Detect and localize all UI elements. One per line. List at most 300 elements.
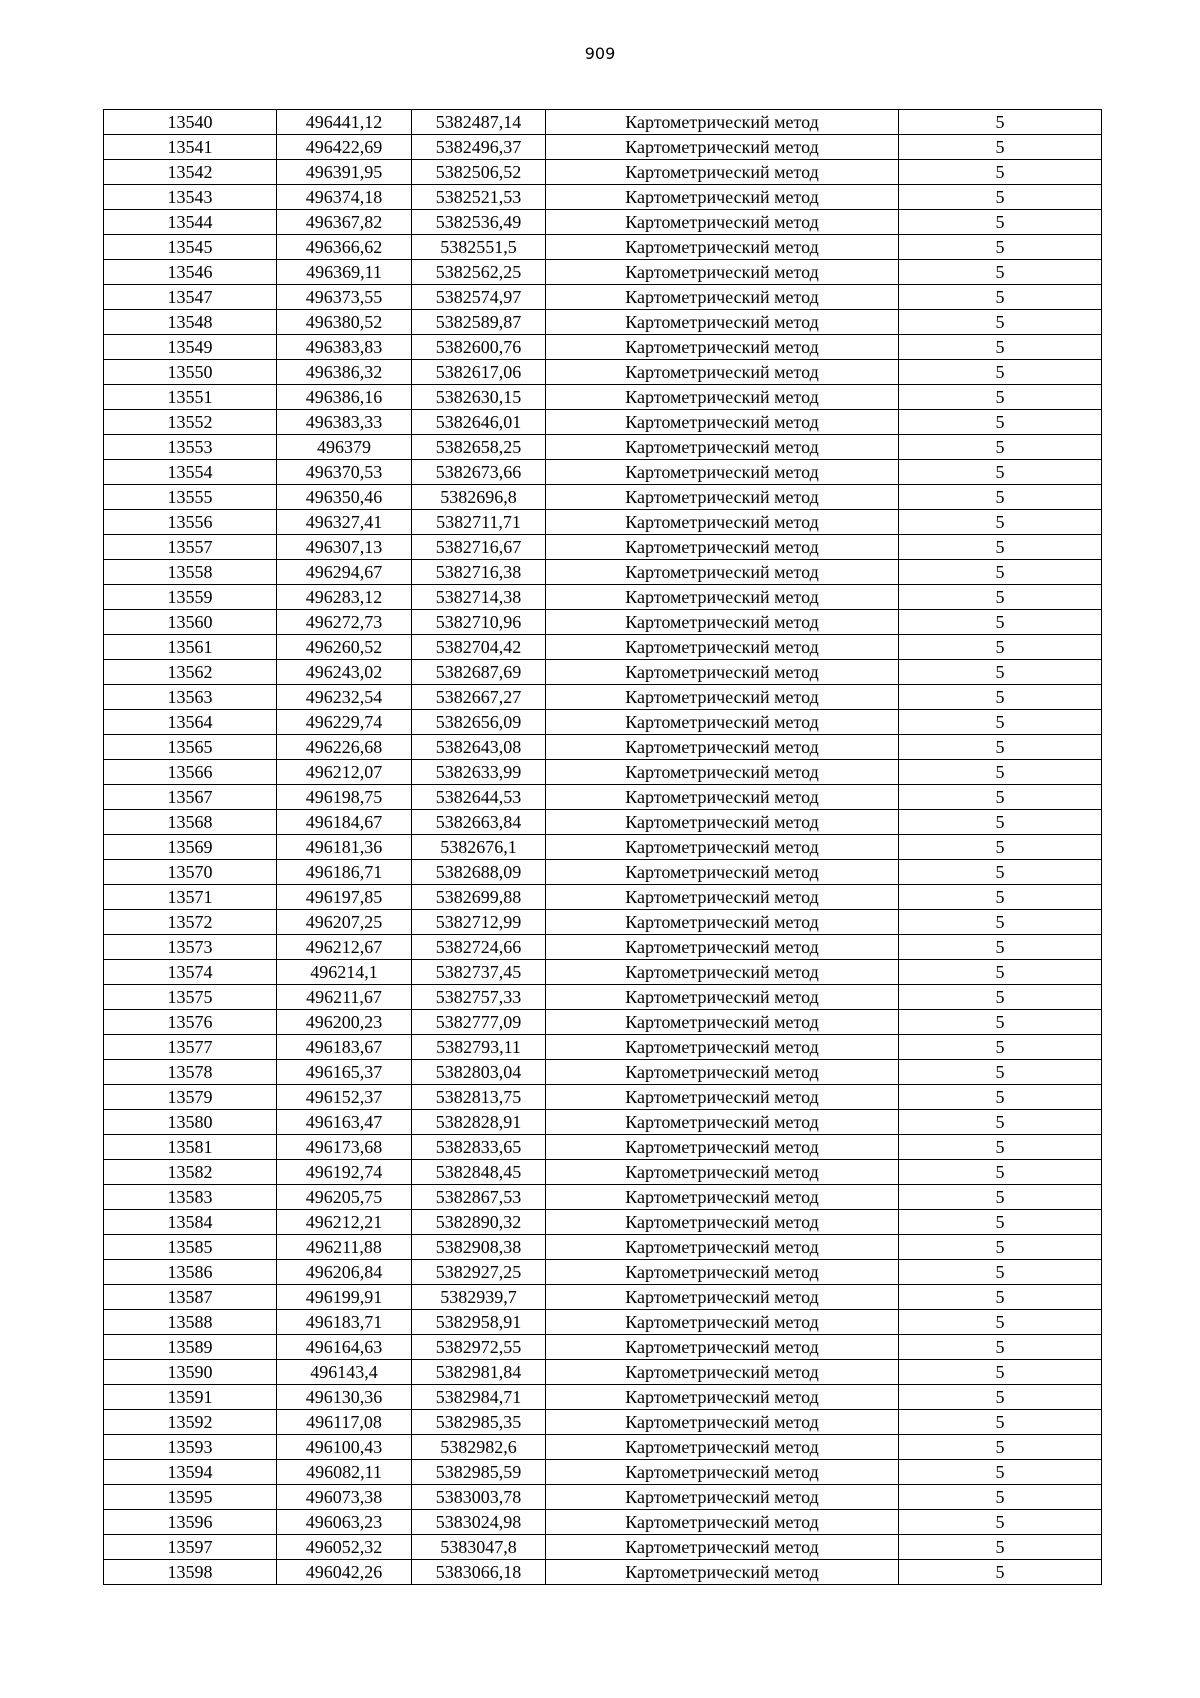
- y-coordinate-cell: 5382984,71: [412, 1385, 546, 1410]
- table-row: [104, 860, 1102, 885]
- y-coordinate-cell: 5382644,53: [412, 785, 546, 810]
- method-cell: Картометрический метод: [546, 1210, 899, 1235]
- accuracy-cell: 5: [899, 1535, 1102, 1560]
- y-coordinate-cell: 5382562,25: [412, 260, 546, 285]
- x-coordinate-cell: 496260,52: [277, 635, 412, 660]
- y-coordinate-cell: 5382867,53: [412, 1185, 546, 1210]
- method-cell: Картометрический метод: [546, 260, 899, 285]
- x-coordinate-cell: 496206,84: [277, 1260, 412, 1285]
- table-row: [104, 460, 1102, 485]
- method-cell: Картометрический метод: [546, 960, 899, 985]
- method-cell: Картометрический метод: [546, 1335, 899, 1360]
- coordinates-table: [103, 109, 1102, 1585]
- table-row: [104, 1210, 1102, 1235]
- method-cell: Картометрический метод: [546, 585, 899, 610]
- accuracy-cell: 5: [899, 1060, 1102, 1085]
- accuracy-cell: 5: [899, 1460, 1102, 1485]
- y-coordinate-cell: 5382600,76: [412, 335, 546, 360]
- point-number-cell: 13584: [104, 1210, 277, 1235]
- x-coordinate-cell: 496391,95: [277, 160, 412, 185]
- table-row: [104, 710, 1102, 735]
- table-row: [104, 985, 1102, 1010]
- accuracy-cell: 5: [899, 410, 1102, 435]
- point-number-cell: 13560: [104, 610, 277, 635]
- method-cell: Картометрический метод: [546, 210, 899, 235]
- method-cell: Картометрический метод: [546, 110, 899, 135]
- accuracy-cell: 5: [899, 560, 1102, 585]
- point-number-cell: 13575: [104, 985, 277, 1010]
- table-row: [104, 1060, 1102, 1085]
- y-coordinate-cell: 5382506,52: [412, 160, 546, 185]
- table-row: [104, 1360, 1102, 1385]
- y-coordinate-cell: 5382714,38: [412, 585, 546, 610]
- point-number-cell: 13554: [104, 460, 277, 485]
- y-coordinate-cell: 5382813,75: [412, 1085, 546, 1110]
- accuracy-cell: 5: [899, 485, 1102, 510]
- x-coordinate-cell: 496374,18: [277, 185, 412, 210]
- table-row: [104, 660, 1102, 685]
- point-number-cell: 13557: [104, 535, 277, 560]
- accuracy-cell: 5: [899, 960, 1102, 985]
- table-row: [104, 1560, 1102, 1585]
- table-row: [104, 335, 1102, 360]
- point-number-cell: 13555: [104, 485, 277, 510]
- x-coordinate-cell: 496383,33: [277, 410, 412, 435]
- point-number-cell: 13568: [104, 810, 277, 835]
- method-cell: Картометрический метод: [546, 1385, 899, 1410]
- x-coordinate-cell: 496197,85: [277, 885, 412, 910]
- table-row: [104, 810, 1102, 835]
- accuracy-cell: 5: [899, 635, 1102, 660]
- point-number-cell: 13583: [104, 1185, 277, 1210]
- x-coordinate-cell: 496152,37: [277, 1085, 412, 1110]
- table-row: [104, 1460, 1102, 1485]
- table-row: [104, 1485, 1102, 1510]
- table-row: [104, 1135, 1102, 1160]
- x-coordinate-cell: 496386,32: [277, 360, 412, 385]
- y-coordinate-cell: 5382643,08: [412, 735, 546, 760]
- accuracy-cell: 5: [899, 1010, 1102, 1035]
- y-coordinate-cell: 5382496,37: [412, 135, 546, 160]
- accuracy-cell: 5: [899, 310, 1102, 335]
- method-cell: Картометрический метод: [546, 385, 899, 410]
- x-coordinate-cell: 496370,53: [277, 460, 412, 485]
- method-cell: Картометрический метод: [546, 1485, 899, 1510]
- method-cell: Картометрический метод: [546, 460, 899, 485]
- point-number-cell: 13553: [104, 435, 277, 460]
- accuracy-cell: 5: [899, 1235, 1102, 1260]
- x-coordinate-cell: 496369,11: [277, 260, 412, 285]
- accuracy-cell: 5: [899, 535, 1102, 560]
- accuracy-cell: 5: [899, 585, 1102, 610]
- method-cell: Картометрический метод: [546, 860, 899, 885]
- x-coordinate-cell: 496232,54: [277, 685, 412, 710]
- table-row: [104, 885, 1102, 910]
- method-cell: Картометрический метод: [546, 1110, 899, 1135]
- accuracy-cell: 5: [899, 1210, 1102, 1235]
- y-coordinate-cell: 5382617,06: [412, 360, 546, 385]
- x-coordinate-cell: 496173,68: [277, 1135, 412, 1160]
- method-cell: Картометрический метод: [546, 985, 899, 1010]
- x-coordinate-cell: 496117,08: [277, 1410, 412, 1435]
- point-number-cell: 13540: [104, 110, 277, 135]
- accuracy-cell: 5: [899, 860, 1102, 885]
- method-cell: Картометрический метод: [546, 710, 899, 735]
- x-coordinate-cell: 496143,4: [277, 1360, 412, 1385]
- accuracy-cell: 5: [899, 460, 1102, 485]
- point-number-cell: 13587: [104, 1285, 277, 1310]
- accuracy-cell: 5: [899, 235, 1102, 260]
- method-cell: Картометрический метод: [546, 285, 899, 310]
- y-coordinate-cell: 5383047,8: [412, 1535, 546, 1560]
- table-row: [104, 110, 1102, 135]
- accuracy-cell: 5: [899, 1310, 1102, 1335]
- method-cell: Картометрический метод: [546, 685, 899, 710]
- x-coordinate-cell: 496383,83: [277, 335, 412, 360]
- x-coordinate-cell: 496164,63: [277, 1335, 412, 1360]
- table-row: [104, 1435, 1102, 1460]
- method-cell: Картометрический метод: [546, 1535, 899, 1560]
- point-number-cell: 13596: [104, 1510, 277, 1535]
- y-coordinate-cell: 5382985,35: [412, 1410, 546, 1435]
- table-row: [104, 1310, 1102, 1335]
- point-number-cell: 13595: [104, 1485, 277, 1510]
- table-row: [104, 785, 1102, 810]
- accuracy-cell: 5: [899, 1560, 1102, 1585]
- accuracy-cell: 5: [899, 260, 1102, 285]
- table-row: [104, 1260, 1102, 1285]
- method-cell: Картометрический метод: [546, 360, 899, 385]
- y-coordinate-cell: 5382793,11: [412, 1035, 546, 1060]
- y-coordinate-cell: 5382724,66: [412, 935, 546, 960]
- coordinates-table-body: [104, 110, 1102, 1585]
- method-cell: Картометрический метод: [546, 435, 899, 460]
- accuracy-cell: 5: [899, 1085, 1102, 1110]
- x-coordinate-cell: 496211,67: [277, 985, 412, 1010]
- table-row: [104, 1335, 1102, 1360]
- method-cell: Картометрический метод: [546, 335, 899, 360]
- y-coordinate-cell: 5382716,67: [412, 535, 546, 560]
- accuracy-cell: 5: [899, 1260, 1102, 1285]
- accuracy-cell: 5: [899, 360, 1102, 385]
- accuracy-cell: 5: [899, 185, 1102, 210]
- x-coordinate-cell: 496199,91: [277, 1285, 412, 1310]
- y-coordinate-cell: 5382633,99: [412, 760, 546, 785]
- table-row: [104, 410, 1102, 435]
- point-number-cell: 13591: [104, 1385, 277, 1410]
- accuracy-cell: 5: [899, 1160, 1102, 1185]
- y-coordinate-cell: 5382521,53: [412, 185, 546, 210]
- method-cell: Картометрический метод: [546, 560, 899, 585]
- accuracy-cell: 5: [899, 660, 1102, 685]
- x-coordinate-cell: 496350,46: [277, 485, 412, 510]
- x-coordinate-cell: 496184,67: [277, 810, 412, 835]
- table-row: [104, 1535, 1102, 1560]
- table-row: [104, 1385, 1102, 1410]
- table-row: [104, 760, 1102, 785]
- point-number-cell: 13550: [104, 360, 277, 385]
- method-cell: Картометрический метод: [546, 1560, 899, 1585]
- table-row: [104, 1285, 1102, 1310]
- table-row: [104, 560, 1102, 585]
- table-row: [104, 635, 1102, 660]
- method-cell: Картометрический метод: [546, 935, 899, 960]
- x-coordinate-cell: 496367,82: [277, 210, 412, 235]
- table-row: [104, 935, 1102, 960]
- method-cell: Картометрический метод: [546, 735, 899, 760]
- method-cell: Картометрический метод: [546, 235, 899, 260]
- point-number-cell: 13586: [104, 1260, 277, 1285]
- table-row: [104, 310, 1102, 335]
- point-number-cell: 13594: [104, 1460, 277, 1485]
- accuracy-cell: 5: [899, 210, 1102, 235]
- y-coordinate-cell: 5382536,49: [412, 210, 546, 235]
- method-cell: Картометрический метод: [546, 785, 899, 810]
- point-number-cell: 13578: [104, 1060, 277, 1085]
- x-coordinate-cell: 496272,73: [277, 610, 412, 635]
- x-coordinate-cell: 496373,55: [277, 285, 412, 310]
- y-coordinate-cell: 5382777,09: [412, 1010, 546, 1035]
- method-cell: Картометрический метод: [546, 1160, 899, 1185]
- method-cell: Картометрический метод: [546, 1310, 899, 1335]
- table-row: [104, 1110, 1102, 1135]
- table-row: [104, 210, 1102, 235]
- y-coordinate-cell: 5382630,15: [412, 385, 546, 410]
- x-coordinate-cell: 496100,43: [277, 1435, 412, 1460]
- x-coordinate-cell: 496165,37: [277, 1060, 412, 1085]
- accuracy-cell: 5: [899, 335, 1102, 360]
- table-row: [104, 585, 1102, 610]
- point-number-cell: 13573: [104, 935, 277, 960]
- y-coordinate-cell: 5383024,98: [412, 1510, 546, 1535]
- method-cell: Картометрический метод: [546, 535, 899, 560]
- method-cell: Картометрический метод: [546, 610, 899, 635]
- y-coordinate-cell: 5382848,45: [412, 1160, 546, 1185]
- x-coordinate-cell: 496212,67: [277, 935, 412, 960]
- point-number-cell: 13546: [104, 260, 277, 285]
- y-coordinate-cell: 5382704,42: [412, 635, 546, 660]
- accuracy-cell: 5: [899, 160, 1102, 185]
- x-coordinate-cell: 496186,71: [277, 860, 412, 885]
- accuracy-cell: 5: [899, 1385, 1102, 1410]
- accuracy-cell: 5: [899, 835, 1102, 860]
- accuracy-cell: 5: [899, 435, 1102, 460]
- y-coordinate-cell: 5382696,8: [412, 485, 546, 510]
- table-row: [104, 610, 1102, 635]
- method-cell: Картометрический метод: [546, 810, 899, 835]
- point-number-cell: 13598: [104, 1560, 277, 1585]
- y-coordinate-cell: 5382656,09: [412, 710, 546, 735]
- accuracy-cell: 5: [899, 760, 1102, 785]
- y-coordinate-cell: 5382699,88: [412, 885, 546, 910]
- table-row: [104, 1410, 1102, 1435]
- x-coordinate-cell: 496183,67: [277, 1035, 412, 1060]
- table-row: [104, 735, 1102, 760]
- x-coordinate-cell: 496294,67: [277, 560, 412, 585]
- y-coordinate-cell: 5382833,65: [412, 1135, 546, 1160]
- x-coordinate-cell: 496441,12: [277, 110, 412, 135]
- x-coordinate-cell: 496063,23: [277, 1510, 412, 1535]
- point-number-cell: 13590: [104, 1360, 277, 1385]
- table-row: [104, 360, 1102, 385]
- method-cell: Картометрический метод: [546, 310, 899, 335]
- point-number-cell: 13589: [104, 1335, 277, 1360]
- x-coordinate-cell: 496192,74: [277, 1160, 412, 1185]
- y-coordinate-cell: 5382737,45: [412, 960, 546, 985]
- method-cell: Картометрический метод: [546, 835, 899, 860]
- table-row: [104, 1185, 1102, 1210]
- point-number-cell: 13552: [104, 410, 277, 435]
- x-coordinate-cell: 496422,69: [277, 135, 412, 160]
- table-row: [104, 1035, 1102, 1060]
- accuracy-cell: 5: [899, 1410, 1102, 1435]
- table-row: [104, 685, 1102, 710]
- y-coordinate-cell: 5382958,91: [412, 1310, 546, 1335]
- method-cell: Картометрический метод: [546, 1035, 899, 1060]
- y-coordinate-cell: 5382710,96: [412, 610, 546, 635]
- x-coordinate-cell: 496212,07: [277, 760, 412, 785]
- point-number-cell: 13543: [104, 185, 277, 210]
- y-coordinate-cell: 5382982,6: [412, 1435, 546, 1460]
- point-number-cell: 13585: [104, 1235, 277, 1260]
- table-row: [104, 285, 1102, 310]
- table-row: [104, 1085, 1102, 1110]
- table-row: [104, 1010, 1102, 1035]
- x-coordinate-cell: 496198,75: [277, 785, 412, 810]
- y-coordinate-cell: 5383003,78: [412, 1485, 546, 1510]
- y-coordinate-cell: 5382981,84: [412, 1360, 546, 1385]
- accuracy-cell: 5: [899, 785, 1102, 810]
- accuracy-cell: 5: [899, 985, 1102, 1010]
- point-number-cell: 13581: [104, 1135, 277, 1160]
- point-number-cell: 13544: [104, 210, 277, 235]
- y-coordinate-cell: 5382589,87: [412, 310, 546, 335]
- x-coordinate-cell: 496200,23: [277, 1010, 412, 1035]
- accuracy-cell: 5: [899, 1110, 1102, 1135]
- table-row: [104, 1235, 1102, 1260]
- y-coordinate-cell: 5382985,59: [412, 1460, 546, 1485]
- point-number-cell: 13548: [104, 310, 277, 335]
- x-coordinate-cell: 496366,62: [277, 235, 412, 260]
- point-number-cell: 13559: [104, 585, 277, 610]
- x-coordinate-cell: 496283,12: [277, 585, 412, 610]
- table-row: [104, 835, 1102, 860]
- accuracy-cell: 5: [899, 510, 1102, 535]
- point-number-cell: 13542: [104, 160, 277, 185]
- accuracy-cell: 5: [899, 1185, 1102, 1210]
- y-coordinate-cell: 5382803,04: [412, 1060, 546, 1085]
- method-cell: Картометрический метод: [546, 185, 899, 210]
- x-coordinate-cell: 496052,32: [277, 1535, 412, 1560]
- accuracy-cell: 5: [899, 710, 1102, 735]
- accuracy-cell: 5: [899, 1285, 1102, 1310]
- x-coordinate-cell: 496183,71: [277, 1310, 412, 1335]
- y-coordinate-cell: 5382712,99: [412, 910, 546, 935]
- y-coordinate-cell: 5382658,25: [412, 435, 546, 460]
- point-number-cell: 13563: [104, 685, 277, 710]
- y-coordinate-cell: 5382667,27: [412, 685, 546, 710]
- y-coordinate-cell: 5382574,97: [412, 285, 546, 310]
- point-number-cell: 13566: [104, 760, 277, 785]
- x-coordinate-cell: 496042,26: [277, 1560, 412, 1585]
- table-row: [104, 135, 1102, 160]
- method-cell: Картометрический метод: [546, 1285, 899, 1310]
- point-number-cell: 13541: [104, 135, 277, 160]
- point-number-cell: 13551: [104, 385, 277, 410]
- y-coordinate-cell: 5382663,84: [412, 810, 546, 835]
- y-coordinate-cell: 5382487,14: [412, 110, 546, 135]
- y-coordinate-cell: 5382688,09: [412, 860, 546, 885]
- x-coordinate-cell: 496327,41: [277, 510, 412, 535]
- table-row: [104, 485, 1102, 510]
- y-coordinate-cell: 5382972,55: [412, 1335, 546, 1360]
- table-row: [104, 1510, 1102, 1535]
- method-cell: Картометрический метод: [546, 510, 899, 535]
- x-coordinate-cell: 496214,1: [277, 960, 412, 985]
- method-cell: Картометрический метод: [546, 1260, 899, 1285]
- method-cell: Картометрический метод: [546, 1360, 899, 1385]
- table-row: [104, 185, 1102, 210]
- point-number-cell: 13567: [104, 785, 277, 810]
- accuracy-cell: 5: [899, 1485, 1102, 1510]
- point-number-cell: 13580: [104, 1110, 277, 1135]
- x-coordinate-cell: 496205,75: [277, 1185, 412, 1210]
- y-coordinate-cell: 5382673,66: [412, 460, 546, 485]
- y-coordinate-cell: 5382908,38: [412, 1235, 546, 1260]
- method-cell: Картометрический метод: [546, 1085, 899, 1110]
- accuracy-cell: 5: [899, 1335, 1102, 1360]
- method-cell: Картометрический метод: [546, 1060, 899, 1085]
- y-coordinate-cell: 5382646,01: [412, 410, 546, 435]
- point-number-cell: 13565: [104, 735, 277, 760]
- accuracy-cell: 5: [899, 385, 1102, 410]
- method-cell: Картометрический метод: [546, 910, 899, 935]
- accuracy-cell: 5: [899, 1035, 1102, 1060]
- point-number-cell: 13545: [104, 235, 277, 260]
- y-coordinate-cell: 5382711,71: [412, 510, 546, 535]
- y-coordinate-cell: 5382716,38: [412, 560, 546, 585]
- x-coordinate-cell: 496163,47: [277, 1110, 412, 1135]
- y-coordinate-cell: 5382890,32: [412, 1210, 546, 1235]
- point-number-cell: 13564: [104, 710, 277, 735]
- accuracy-cell: 5: [899, 810, 1102, 835]
- table-row: [104, 435, 1102, 460]
- point-number-cell: 13562: [104, 660, 277, 685]
- x-coordinate-cell: 496380,52: [277, 310, 412, 335]
- method-cell: Картометрический метод: [546, 1510, 899, 1535]
- x-coordinate-cell: 496211,88: [277, 1235, 412, 1260]
- y-coordinate-cell: 5383066,18: [412, 1560, 546, 1585]
- accuracy-cell: 5: [899, 1510, 1102, 1535]
- y-coordinate-cell: 5382687,69: [412, 660, 546, 685]
- point-number-cell: 13570: [104, 860, 277, 885]
- method-cell: Картометрический метод: [546, 1410, 899, 1435]
- point-number-cell: 13579: [104, 1085, 277, 1110]
- point-number-cell: 13549: [104, 335, 277, 360]
- x-coordinate-cell: 496243,02: [277, 660, 412, 685]
- point-number-cell: 13576: [104, 1010, 277, 1035]
- table-row: [104, 910, 1102, 935]
- x-coordinate-cell: 496207,25: [277, 910, 412, 935]
- accuracy-cell: 5: [899, 935, 1102, 960]
- point-number-cell: 13574: [104, 960, 277, 985]
- method-cell: Картометрический метод: [546, 410, 899, 435]
- table-row: [104, 535, 1102, 560]
- accuracy-cell: 5: [899, 685, 1102, 710]
- point-number-cell: 13558: [104, 560, 277, 585]
- accuracy-cell: 5: [899, 885, 1102, 910]
- x-coordinate-cell: 496073,38: [277, 1485, 412, 1510]
